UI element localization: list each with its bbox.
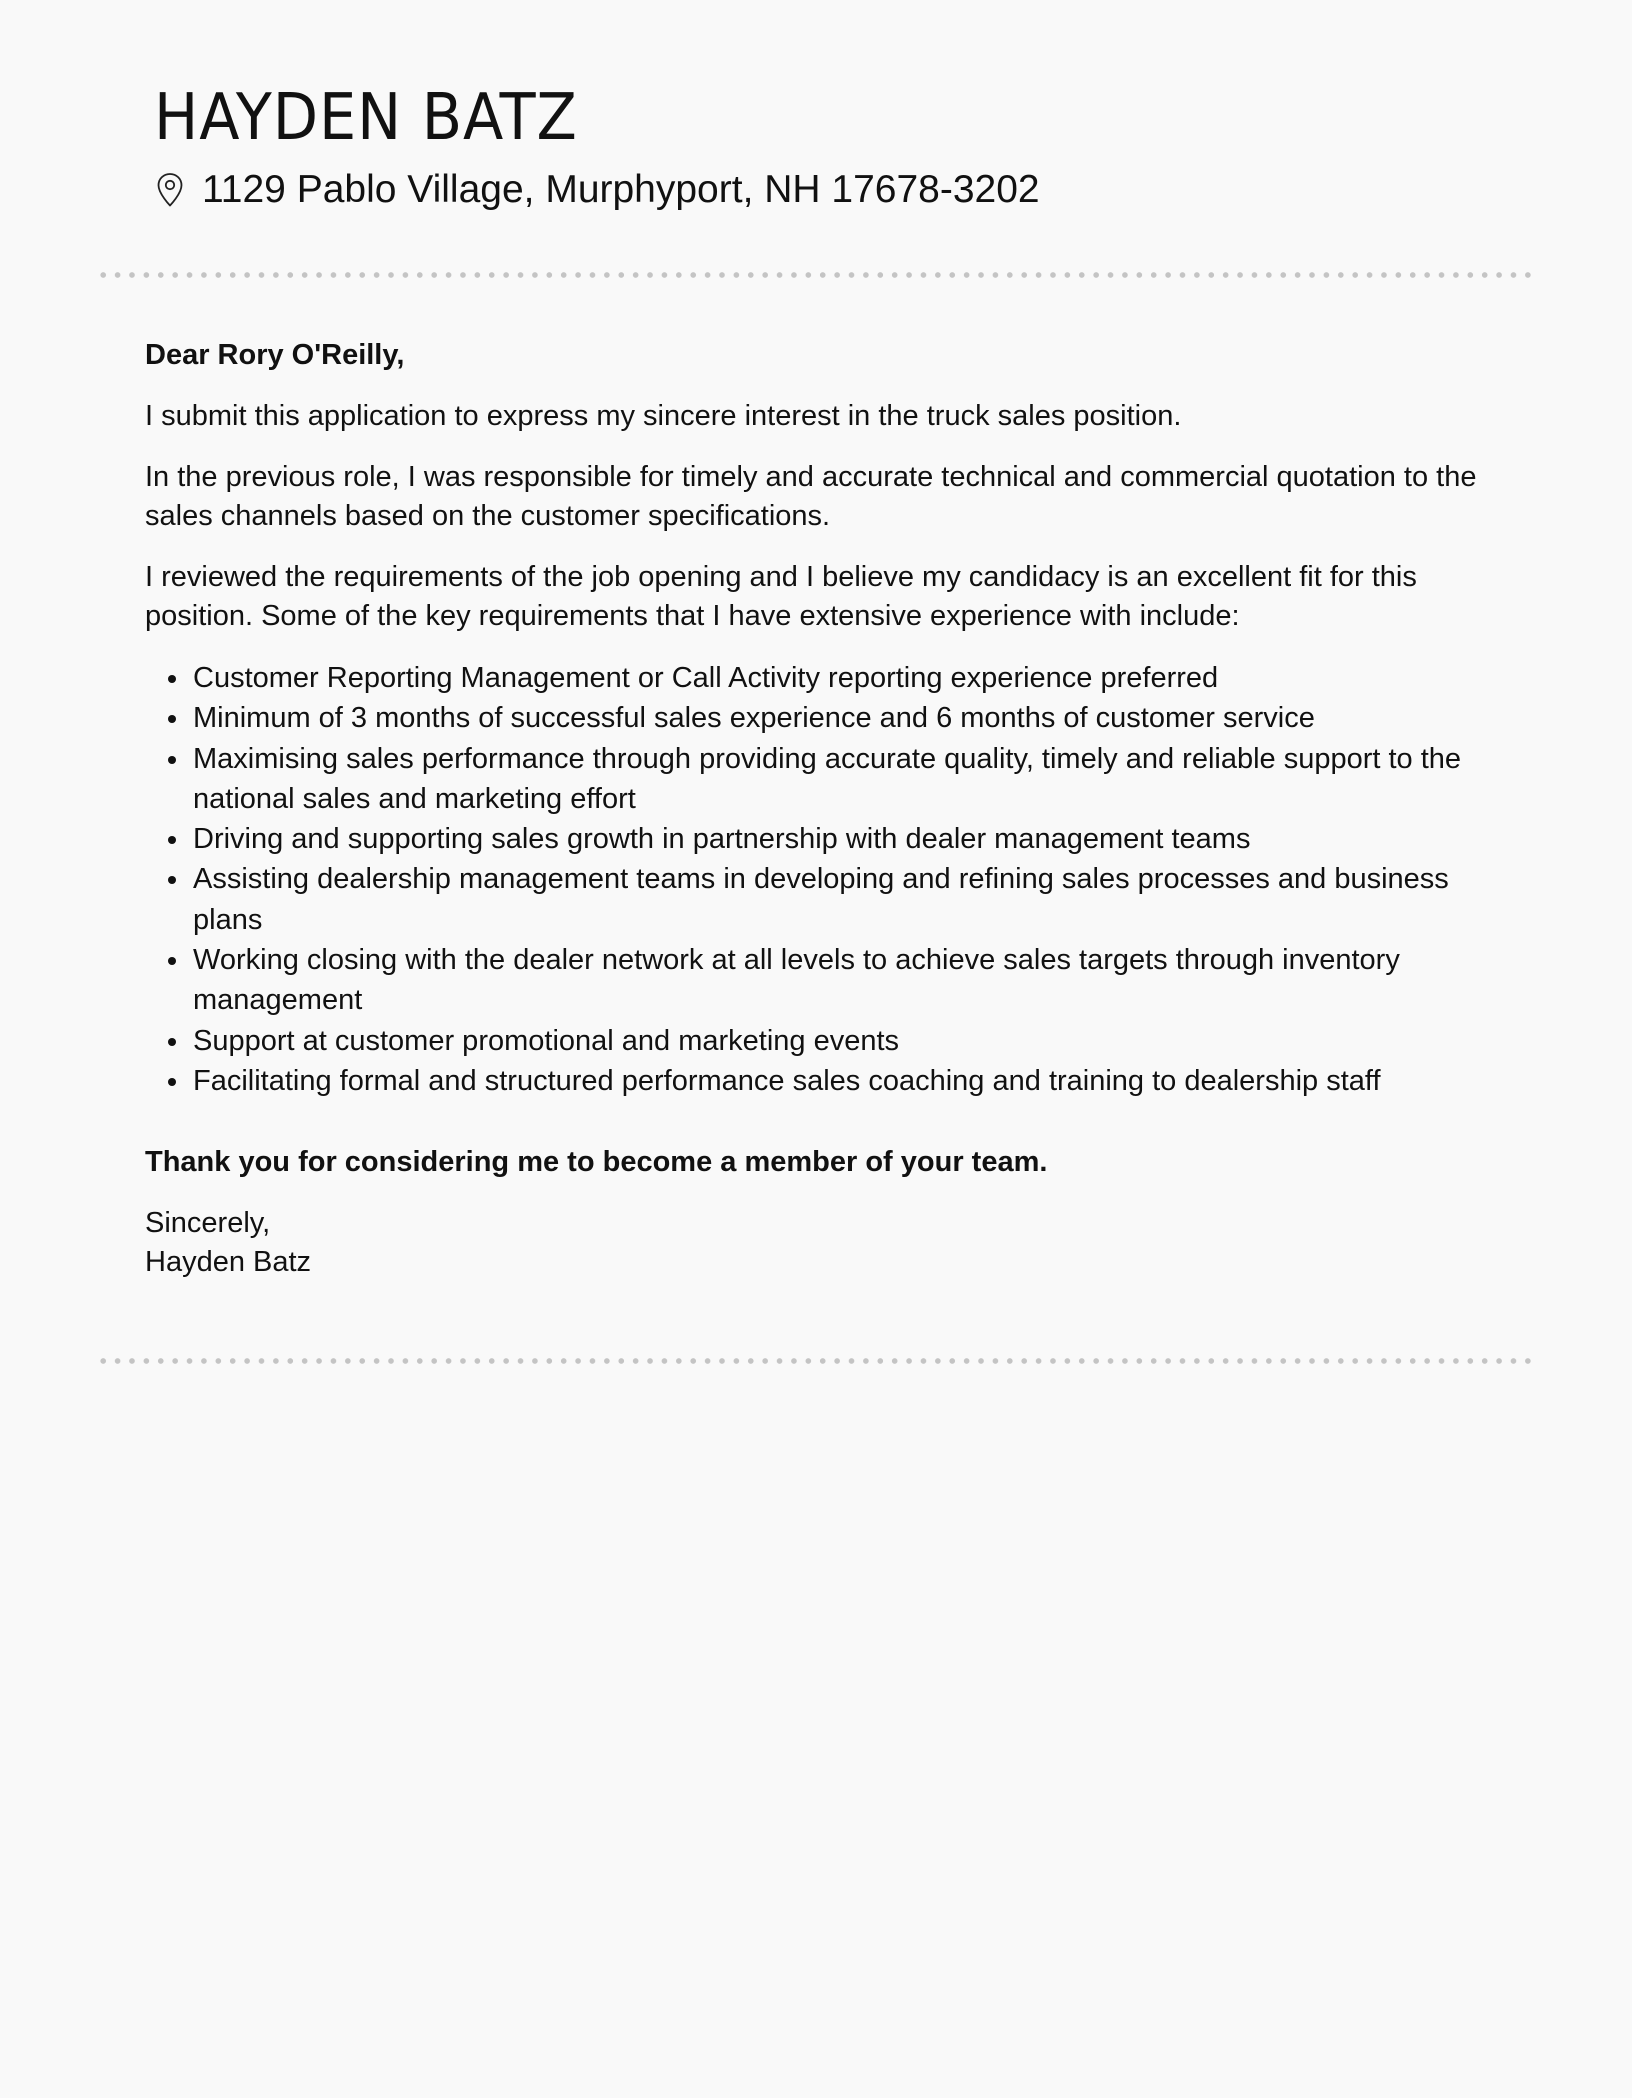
list-item-text: Customer Reporting Management or Call Activity reporting experience preferred bbox=[193, 662, 1219, 694]
letter-header bbox=[154, 80, 1534, 216]
list-item-text: Support at customer promotional and marketing events bbox=[193, 1024, 900, 1057]
list-item bbox=[193, 819, 1485, 859]
address-row bbox=[154, 164, 1534, 216]
list-item-text: Driving and supporting sales growth in partnership with dealer management teams bbox=[193, 823, 1251, 856]
signoff bbox=[145, 1204, 1485, 1282]
list-item bbox=[193, 739, 1485, 820]
list-item-text: Facilitating formal and structured performance sales coaching and training to dealership staff bbox=[193, 1064, 1381, 1097]
top-dotted-divider bbox=[96, 272, 1536, 278]
list-item-text: Maximising sales performance through providing accurate quality, timely and reliable support to the national sales and marketing effort bbox=[193, 742, 1462, 815]
signoff-word: Sincerely, bbox=[145, 1207, 271, 1240]
list-item bbox=[193, 859, 1485, 940]
paragraph-previous-role: In the previous role, I was responsible for timely and accurate technical and commercial quotation to the sales channels based on the customer specifications. bbox=[145, 461, 1477, 532]
bullet-icon bbox=[168, 836, 176, 844]
applicant-name: HAYDEN BATZ bbox=[154, 81, 578, 155]
bullet-icon bbox=[168, 957, 176, 965]
applicant-address: 1129 Pablo Village, Murphyport, NH 17678-3202 bbox=[202, 168, 1040, 211]
list-item-text: Assisting dealership management teams in developing and refining sales processes and business plans bbox=[193, 863, 1449, 936]
letter-body bbox=[145, 336, 1485, 1282]
bullet-icon bbox=[168, 675, 176, 683]
requirements-list bbox=[145, 658, 1485, 1101]
bullet-icon bbox=[168, 876, 176, 884]
bullet-icon bbox=[168, 756, 176, 764]
list-item bbox=[193, 1021, 1485, 1061]
list-item bbox=[193, 1061, 1485, 1101]
paragraph-requirements-intro: I reviewed the requirements of the job opening and I believe my candidacy is an excellent fit for this position. Some of the key requirements that I have extensive experience with include: bbox=[145, 561, 1417, 632]
list-item bbox=[193, 698, 1485, 738]
bullet-icon bbox=[168, 1078, 176, 1086]
closing-statement: Thank you for considering me to become a member of your team. bbox=[145, 1146, 1048, 1179]
bottom-dotted-divider bbox=[96, 1358, 1536, 1364]
list-item bbox=[193, 940, 1485, 1021]
list-item bbox=[193, 658, 1485, 698]
paragraph-intro: I submit this application to express my sincere interest in the truck sales position. bbox=[145, 400, 1182, 432]
salutation: Dear Rory O'Reilly, bbox=[145, 339, 405, 371]
bullet-icon bbox=[168, 715, 176, 723]
bullet-icon bbox=[168, 1038, 176, 1046]
map-pin-icon bbox=[156, 172, 184, 208]
list-item-text: Minimum of 3 months of successful sales experience and 6 months of customer service bbox=[193, 702, 1315, 735]
signature-name: Hayden Batz bbox=[145, 1246, 312, 1279]
list-item-text: Working closing with the dealer network at all levels to achieve sales targets through inventory management bbox=[193, 944, 1400, 1017]
